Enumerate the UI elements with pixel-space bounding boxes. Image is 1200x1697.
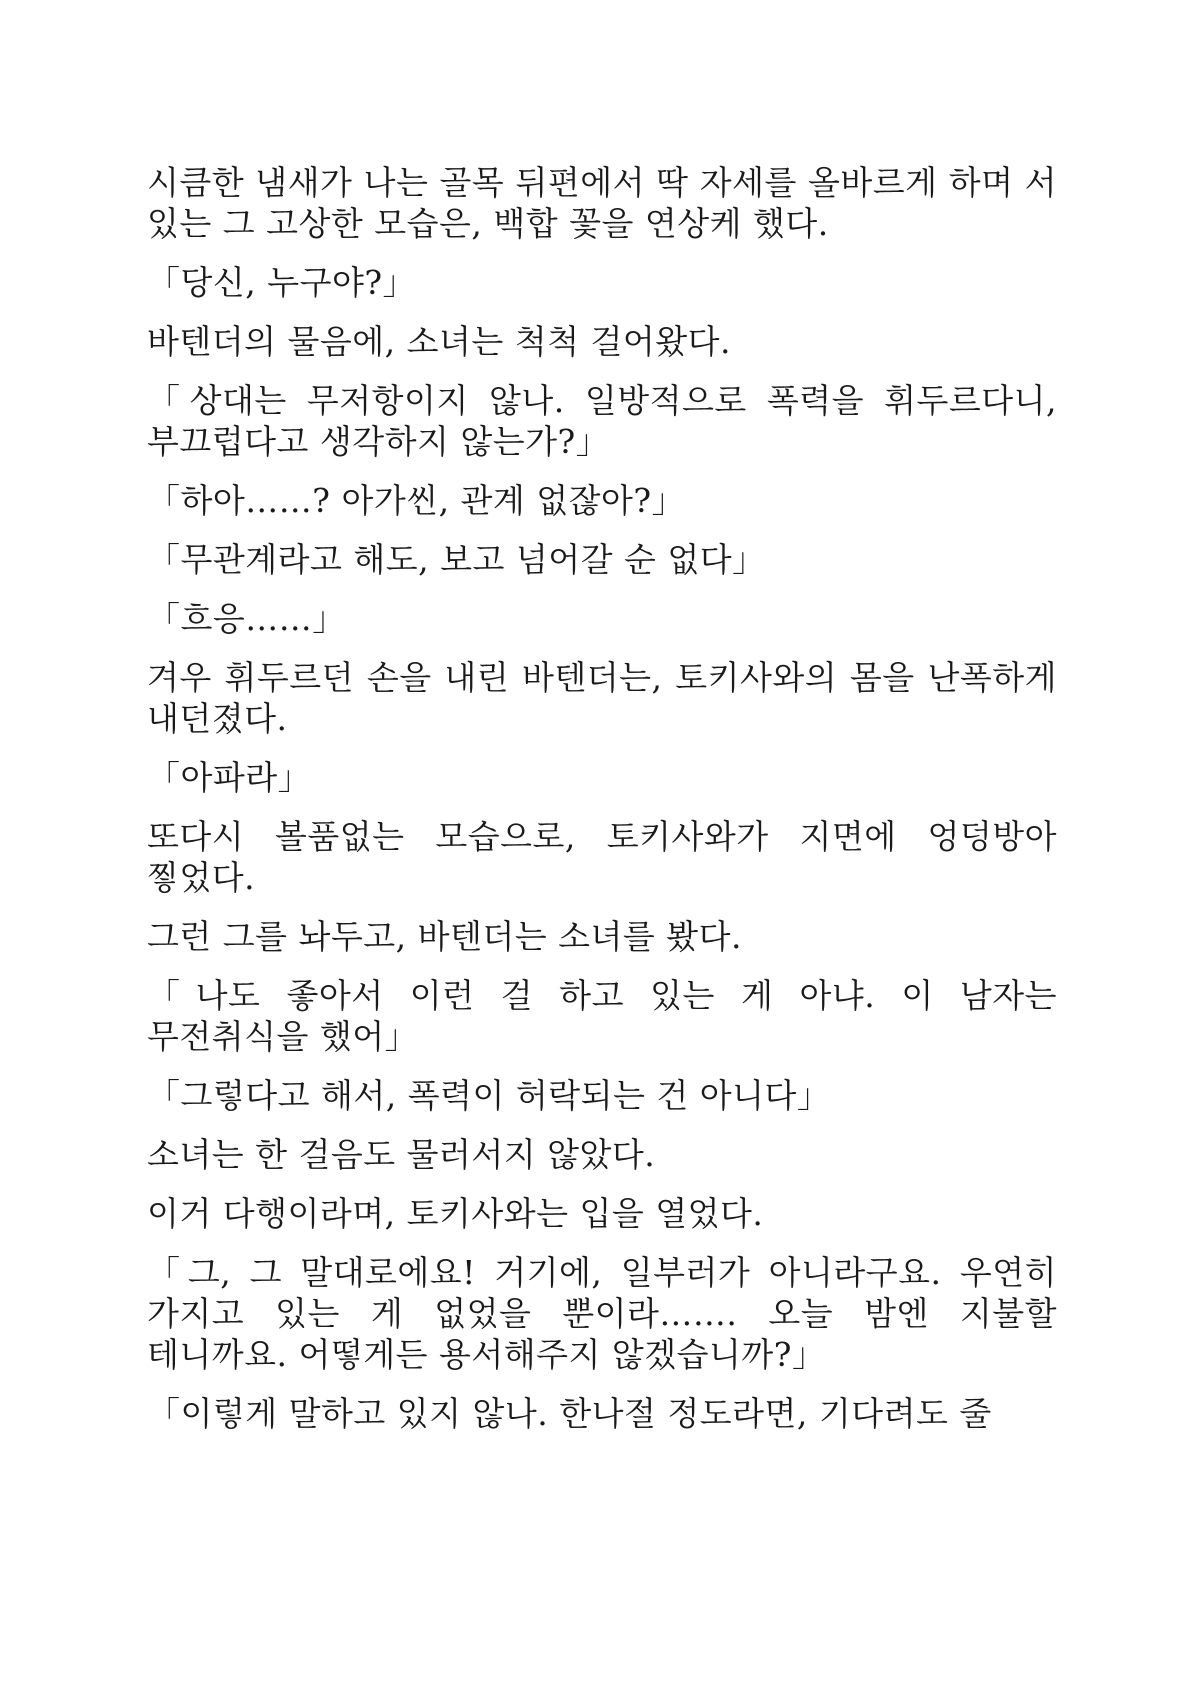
body-text (147, 162, 1057, 1452)
paragraph: 「이렇게 말하고 있지 않나. 한나절 정도라면, 기다려도 줄 (147, 1394, 992, 1433)
paragraph: 「그, 그 말대로에요! 거기에, 일부러가 아니라구요. 우연히 가지고 있는 게 없었을 뿐이라……. 오늘 밤엔 지불할 테니까요. 어떻게든 용서해주지 않겠습니까?」 (147, 1253, 1057, 1374)
paragraph: 「나도 좋아서 이런 걸 하고 있는 게 아냐. 이 남자는 무전취식을 했어」 (147, 976, 1057, 1056)
paragraph: 「무관계라고 해도, 보고 넘어갈 순 없다」 (147, 540, 766, 579)
paragraph: 그런 그를 놔두고, 바텐더는 소녀를 봤다. (147, 917, 742, 956)
paragraph: 「흐응……」 (147, 599, 346, 638)
paragraph: 「당신, 누구야?」 (147, 263, 417, 302)
paragraph: 또다시 볼품없는 모습으로, 토키사와가 지면에 엉덩방아 찧었다. (147, 817, 1057, 897)
paragraph: 이거 다행이라며, 토키사와는 입을 열었다. (147, 1194, 764, 1233)
paragraph: 시큼한 냄새가 나는 골목 뒤편에서 딱 자세를 올바르게 하며 서 있는 그 고상한 모습은, 백합 꽃을 연상케 했다. (147, 163, 1057, 243)
paragraph: 「그렇다고 해서, 폭력이 허락되는 건 아니다」 (147, 1076, 831, 1115)
paragraph: 「상대는 무저항이지 않나. 일방적으로 폭력을 휘두르다니, 부끄럽다고 생각하지 않는가?」 (147, 381, 1057, 461)
paragraph: 「하아……? 아가씬, 관계 없잖아?」 (147, 481, 686, 520)
paragraph: 겨우 휘두르던 손을 내린 바텐더는, 토키사와의 몸을 난폭하게 내던졌다. (147, 658, 1057, 738)
paragraph: 「아파라」 (147, 758, 312, 797)
paragraph: 소녀는 한 걸음도 물러서지 않았다. (147, 1135, 656, 1174)
paragraph: 바텐더의 물음에, 소녀는 척척 걸어왔다. (147, 322, 731, 361)
